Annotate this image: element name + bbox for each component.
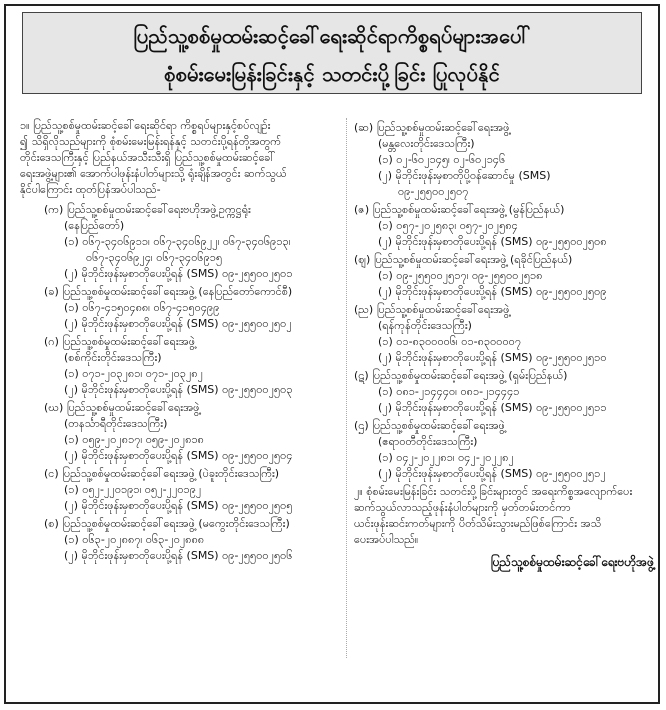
section-heading: (ဋ) ပြည်သူ့စစ်မှုထမ်းဆင့်ခေါ်ရေးအဖွဲ့ (ရှမ်းပြည်နယ်): [354, 369, 568, 382]
outro-number: ၂။: [354, 485, 363, 498]
section-tta: [354, 368, 654, 416]
section-nya: [354, 302, 654, 366]
outro-paragraph: [354, 484, 654, 548]
sms-line: (၂) မိုဘိုင်းဖုန်းမှစာတိုပေးပို့ရန် (SMS) ၀၉-၂၅၅၀၀၂၅၁၂: [378, 467, 606, 480]
section-subheading: (တနင်္သာရီတိုင်းဒေသကြီး): [64, 417, 168, 430]
sms-line: (၂) မိုဘိုင်းဖုန်းမှစာတိုပေးပို့ရန် (SMS) ၀၉-၂၅၅၀၀၂၅၁၀: [378, 351, 607, 364]
phone-line: (၁) ၀၅၂-၂၂၀၁၉၁၊ ၀၅၂-၂၂၀၁၉၂: [64, 483, 202, 496]
section-heading: (ည) ပြည်သူ့စစ်မှုထမ်းဆင့်ခေါ်ရေးအဖွဲ့: [354, 303, 510, 316]
section-za: [354, 202, 654, 250]
section-subheading: (စစ်ကိုင်းတိုင်းဒေသကြီး): [64, 351, 162, 364]
section-sa: [20, 516, 342, 564]
sms-line: (၂) မိုဘိုင်းဖုန်းမှစာတိုပေးပို့ရန် (SMS) ၀၉-၂၅၅၀၀၂၅၀၁: [64, 267, 293, 280]
sms-line: (၂) မိုဘိုင်းဖုန်းမှစာတိုပေးပို့ရန် (SMS) ၀၉-၂၅၅၀၀၂၅၀၄: [64, 449, 293, 462]
title-line-1: ပြည်သူ့စစ်မှုထမ်းဆင့်ခေါ်ရေးဆိုင်ရာကိစ္စရပ်များအပေါ်: [133, 24, 531, 48]
section-heading: (ခ) ပြည်သူ့စစ်မှုထမ်းဆင့်ခေါ်ရေးအဖွဲ့ (နေပြည်တော်ကောင်စီ): [44, 285, 293, 298]
section-ga: [20, 334, 342, 398]
section-heading: (ဇ) ပြည်သူ့စစ်မှုထမ်းဆင့်ခေါ်ရေးအဖွဲ့ (မွန်ပြည်နယ်): [354, 203, 565, 216]
outro-line: ယင်းဖုန်းဆင်းကတ်များကို ပိတ်သိမ်းသွားမည်ဖြစ်ကြောင်း အသိ: [354, 517, 602, 530]
phone-line: (၁) ၀၅၉-၂၀၂၈၁၇၊ ၀၅၉-၂၀၂၈၁၈: [64, 433, 204, 446]
intro-line: ပြည်သူ့စစ်မှုထမ်းဆင့်ခေါ်ရေးဆိုင်ရာ ကိစ္စရပ်များနှင့်စပ်လျဉ်း: [33, 119, 271, 132]
sms-line: (၂) မိုဘိုင်းဖုန်းမှစာတိုပေးပို့ရန် (SMS) ၀၉-၂၅၅၀၀၂၅၀၆: [64, 549, 293, 562]
right-column: [354, 118, 654, 570]
sms-line: (၂) မိုဘိုင်းဖုန်းမှစာတိုပေးပို့ရန် (SMS) ၀၉-၂၅၅၀၀၂၅၀၂: [64, 317, 292, 330]
title-line-2: စုံစမ်းမေးမြန်းခြင်းနှင့် သတင်းပို့ခြင်း ပြုလုပ်နိုင်: [164, 62, 500, 86]
phone-line: (၁) ၀၆၃-၂၀၂၈၈၇၊ ၀၆၃-၂၀၂၈၈၈: [64, 533, 205, 546]
section-subheading: (ဧရာဝတီတိုင်းဒေသကြီး): [378, 435, 478, 448]
column-divider: [346, 118, 347, 658]
phone-line: (၁) ၀၁-၈၃၀၀၀၀၆၊ ၀၁-၈၃၀၀၀၀၇: [378, 335, 522, 348]
section-kha: [20, 284, 342, 332]
section-nga: [20, 466, 342, 514]
intro-number: ၁။: [20, 119, 30, 132]
phone-line: (၁) ၀၆၇-၄၁၅၀၄၈၈၊ ၀၆၇-၄၁၅၀၄၉၉: [64, 301, 220, 314]
outro-line: စုံစမ်းမေးမြန်းခြင်း သတင်းပို့ခြင်းများတွင် အရေးကိစ္စအလျောက်ပေး: [366, 485, 633, 498]
section-hsa: [354, 120, 654, 200]
phone-line: (၁) ၀၈၁-၂၁၄၄၄၀၊ ၀၈၁-၂၁၄၄၄၁: [378, 385, 520, 398]
phone-line: (၁) ၀၇၁-၂၀၃၂၈၁၊ ၀၇၁-၂၀၃၂၈၂: [64, 367, 204, 380]
section-heading: (က) ပြည်သူ့စစ်မှုထမ်းဆင့်ခေါ်ရေးဗဟိုအဖွဲ့ဥက္ကဋ္ဌရုံး: [44, 203, 251, 216]
outro-line: ဆက်သွယ်လာသည့်ဖုန်းနံပါတ်များကို မှတ်တမ်းတင်ကာ: [354, 501, 571, 514]
outro-line: ပေးအပ်ပါသည်။: [354, 533, 419, 546]
section-subheading: (မန္တလေးတိုင်းဒေသကြီး): [378, 137, 475, 150]
sms-line: (၂) မိုဘိုင်းဖုန်းမှစာတိုပို့ဝန်ဆောင်မှု (SMS): [378, 169, 551, 182]
phone-line: (၁) ၀၅၇-၂၀၂၅၈၃၊ ၀၅၇-၂၀၂၅၈၄: [378, 219, 518, 232]
section-heading: (ဌ) ပြည်သူ့စစ်မှုထမ်းဆင့်ခေါ်ရေးအဖွဲ့: [354, 419, 505, 432]
sms-line: (၂) မိုဘိုင်းဖုန်းမှစာတိုပေးပို့ရန် (SMS) ၀၉-၂၅၅၀၀၂၅၀၈: [378, 235, 607, 248]
section-subheading: (ရန်ကုန်တိုင်းဒေသကြီး): [378, 319, 472, 332]
intro-line: ၍ သိရှိလိုသည်များကို စုံစမ်းမေးမြန်းရန်နှင့် သတင်းပို့ရန်တို့အတွက်: [20, 135, 282, 148]
phone-line: ၀၆၇-၃၄၀၆၉၂၄၊ ၀၆၇-၃၄၀၆၉၁၅: [86, 251, 223, 264]
sms-line: (၂) မိုဘိုင်းဖုန်းမှစာတိုပေးပို့ရန် (SMS) ၀၉-၂၅၅၀၀၂၅၀၅: [64, 499, 293, 512]
sms-line: (၂) မိုဘိုင်းဖုန်းမှစာတိုပေးပို့ရန် (SMS) ၀၉-၂၅၅၀၀၂၅၀၉: [378, 285, 607, 298]
section-heading: (ဈ) ပြည်သူ့စစ်မှုထမ်းဆင့်ခေါ်ရေးအဖွဲ့ (ရခိုင်ပြည်နယ်): [354, 253, 573, 266]
phone-line: (၁) ၀၆၇-၃၄၀၆၉၁၁၊ ၀၆၇-၃၄၀၆၉၂၂၊ ၀၆၇-၃၄၀၆၉၁၃၊: [64, 235, 291, 248]
title-box: [22, 12, 642, 94]
intro-paragraph: [20, 118, 342, 198]
sms-line: (၂) မိုဘိုင်းဖုန်းမှစာတိုပေးပို့ရန် (SMS) ၀၉-၂၅၅၀၀၂၅၁၁: [378, 401, 607, 414]
left-column: [20, 118, 342, 564]
section-gha: [20, 400, 342, 464]
signature: ပြည်သူ့စစ်မှုထမ်းဆင့်ခေါ်ရေးဗဟိုအဖွဲ့: [490, 555, 654, 569]
section-heading: (ဂ) ပြည်သူ့စစ်မှုထမ်းဆင့်ခေါ်ရေးအဖွဲ့: [44, 335, 196, 348]
section-ttha: [354, 418, 654, 482]
intro-line: တိုင်းဒေသကြီးနှင့် ပြည်နယ်အသီးသီးရှိ ပြည်သူ့စစ်မှုထမ်းဆင့်ခေါ်: [20, 151, 276, 164]
section-zha: [354, 252, 654, 300]
section-subheading: (နေပြည်တော်): [64, 219, 125, 232]
section-heading: (ဃ) ပြည်သူ့စစ်မှုထမ်းဆင့်ခေါ်ရေးအဖွဲ့: [44, 401, 200, 414]
section-heading: (င) ပြည်သူ့စစ်မှုထမ်းဆင့်ခေါ်ရေးအဖွဲ့ (ပဲခူးတိုင်းဒေသကြီး): [44, 467, 280, 480]
intro-line: နိုင်ပါကြောင်း ထုတ်ပြန်အပ်ပါသည်-: [20, 183, 161, 196]
section-heading: (ဆ) ပြည်သူ့စစ်မှုထမ်းဆင့်ခေါ်ရေးအဖွဲ့: [354, 121, 510, 134]
sms-line: (၂) မိုဘိုင်းဖုန်းမှစာတိုပေးပို့ရန် (SMS) ၀၉-၂၅၅၀၀၂၅၀၃: [64, 383, 293, 396]
sms-number: ၀၉-၂၅၅၀၀၂၅၀၇: [398, 185, 469, 198]
section-heading: (စ) ပြည်သူ့စစ်မှုထမ်းဆင့်ခေါ်ရေးအဖွဲ့ (မကွေးတိုင်းဒေသကြီး): [44, 517, 290, 530]
phone-line: (၁) ၀၂-၆၀၂၁၄၅၊ ၀၂-၆၀၂၁၄၆: [378, 153, 506, 166]
intro-line: ရေးအဖွဲ့များ၏ အောက်ပါဖုန်းနံပါတ်များသို့ ရုံးချိန်အတွင်း ဆက်သွယ်: [20, 167, 287, 180]
phone-line: (၁) ၀၄၂-၂၀၂၂၈၁၊ ၀၄၂-၂၀၂၂၈၂: [378, 451, 514, 464]
phone-line: (၁) ၀၉-၂၅၅၀၀၂၅၁၇၊ ၀၉-၂၅၅၀၀၂၅၁၈: [378, 269, 543, 282]
section-ka: [20, 202, 342, 282]
